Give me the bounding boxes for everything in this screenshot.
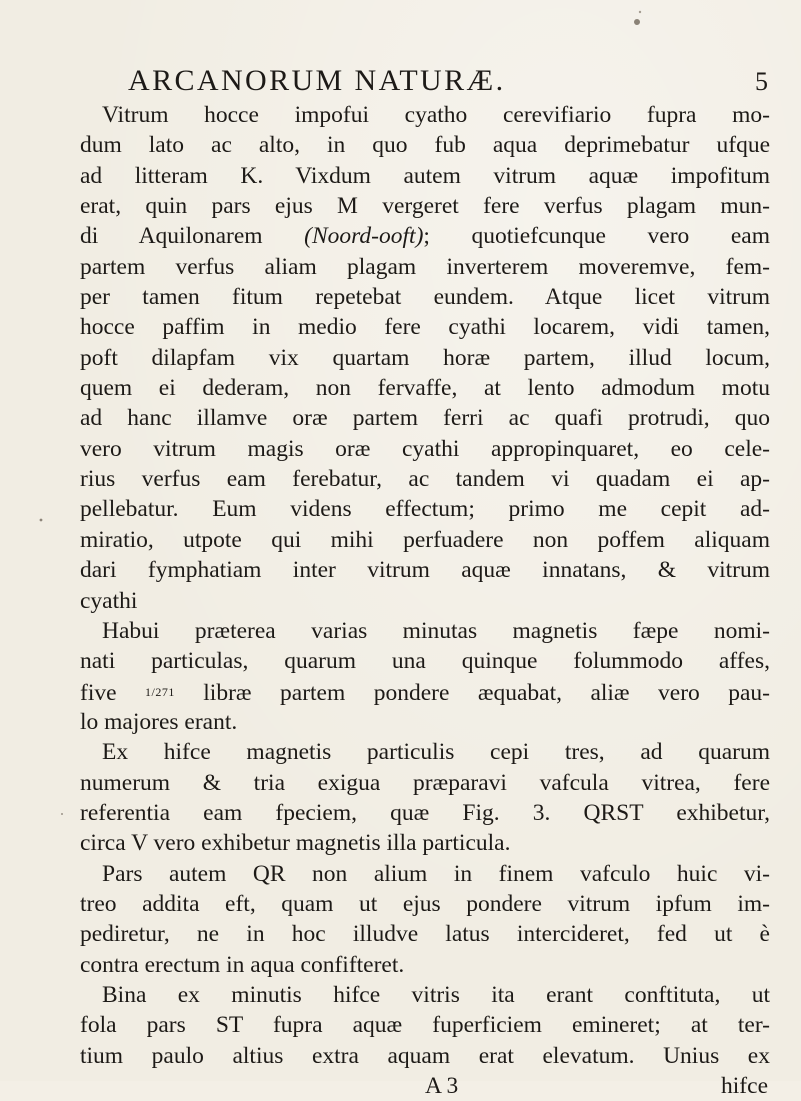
text-line <box>80 403 770 433</box>
text-line <box>80 343 770 373</box>
line-text: ; quotiefcunque vero eam <box>423 223 770 250</box>
text-line <box>80 373 770 403</box>
text-line <box>80 768 770 798</box>
text-line <box>80 555 770 585</box>
ink-speck <box>40 519 43 522</box>
line-text: ad hanc illamve oræ partem ferri ac quafi protrudi, quo <box>80 405 770 432</box>
catchword: hifce <box>721 1073 768 1099</box>
text-line <box>80 737 770 767</box>
line-text: treo addita eft, quam ut ejus pondere vitrum ipfum im- <box>80 890 770 917</box>
line-text: rius verfus eam ferebatur, ac tandem vi quadam ei ap- <box>80 466 770 493</box>
line-text: nati particulas, quarum una quinque folummodo affes, <box>80 648 770 675</box>
line-text: dum lato ac alto, in quo fub aqua deprimebatur ufque <box>80 132 770 159</box>
line-text: hocce paffim in medio fere cyathi locarem, vidi tamen, <box>80 314 770 341</box>
text-line <box>80 950 770 980</box>
line-text: miratio, utpote qui mihi perfuadere non poffem aliquam <box>80 526 770 553</box>
line-text: poft dilapfam vix quartam horæ partem, illud locum, <box>80 344 770 371</box>
line-text: Bina ex minutis hifce vitris ita erant conftituta, ut <box>102 981 770 1008</box>
line-text: contra erectum in aqua confifteret. <box>80 951 405 978</box>
text-line <box>80 434 770 464</box>
line-text: partem verfus aliam plagam inverterem moveremve, fem- <box>80 253 770 280</box>
page-footer <box>80 1071 770 1101</box>
line-text: pediretur, ne in hoc illudve latus intercideret, fed ut è <box>80 921 770 948</box>
line-text: cyathi <box>80 587 138 614</box>
line-text: Pars autem QR non alium in finem vafculo huic vi- <box>102 860 770 887</box>
text-line <box>80 707 770 737</box>
line-text: per tamen fitum repetebat eundem. Atque licet vitrum <box>80 284 770 311</box>
line-text: vero vitrum magis oræ cyathi appropinquaret, eo cele- <box>80 435 770 462</box>
line-text: circa V vero exhibetur magnetis illa particula. <box>80 830 511 857</box>
line-text: libræ partem pondere æquabat, aliæ vero pau- <box>174 679 770 706</box>
ink-speck <box>61 813 63 815</box>
text-line <box>80 919 770 949</box>
text-line <box>80 464 770 494</box>
text-line <box>80 616 770 646</box>
text-line <box>80 980 770 1010</box>
line-text: Ex hifce magnetis particulis cepi tres, ad quarum <box>102 739 770 766</box>
page-number: 5 <box>755 67 768 96</box>
line-text: erat, quin pars ejus M vergeret fere verfus plagam mun- <box>80 193 770 220</box>
line-text: fola pars ST fupra aquæ fuperficiem emineret; at ter- <box>80 1012 770 1039</box>
text-line <box>80 494 770 524</box>
running-head: ARCANORUM NATURÆ. <box>128 64 506 97</box>
text-line <box>80 889 770 919</box>
line-text: pellebatur. Eum videns effectum; primo me cepit ad- <box>80 496 770 523</box>
line-text: quem ei dederam, non fervaffe, at lento admodum motu <box>80 375 770 402</box>
text-line <box>80 312 770 342</box>
line-text: referentia eam fpeciem, quæ Fig. 3. QRST exhibetur, <box>80 799 770 826</box>
line-text: tium paulo altius extra aquam erat elevatum. Unius ex <box>80 1042 770 1069</box>
text-line <box>80 191 770 221</box>
body-text <box>80 100 770 1101</box>
ink-speck <box>639 11 641 13</box>
line-text: ad litteram K. Vixdum autem vitrum aquæ impofitum <box>80 162 770 189</box>
text-line <box>80 1010 770 1040</box>
line-text: numerum & tria exigua præparavi vafcula vitrea, fere <box>80 769 770 796</box>
text-line <box>80 646 770 676</box>
text-line <box>80 221 770 251</box>
text-line <box>80 677 770 707</box>
text-line <box>80 586 770 616</box>
ink-speck <box>634 19 640 25</box>
text-line <box>80 130 770 160</box>
text-line <box>80 252 770 282</box>
text-line <box>80 1041 770 1071</box>
text-line <box>80 525 770 555</box>
text-line <box>80 282 770 312</box>
text-line <box>80 161 770 191</box>
line-text: dari fymphatiam inter vitrum aquæ innatans, & vitrum <box>80 557 770 584</box>
text-line <box>80 828 770 858</box>
line-text: Vitrum hocce impofui cyatho cerevifiario fupra mo- <box>102 102 770 128</box>
page-header <box>128 64 768 104</box>
text-line <box>80 798 770 828</box>
fraction: 1/271 <box>144 684 175 699</box>
signature-mark: A 3 <box>425 1073 459 1099</box>
line-text: Habui præterea varias minutas magnetis fæpe nomi- <box>102 617 770 644</box>
line-text: di Aquilonarem <box>80 223 305 250</box>
text-line <box>80 859 770 889</box>
text-line <box>80 100 770 130</box>
italic-term: (Noord-ooft) <box>304 223 424 250</box>
line-text: lo majores erant. <box>80 708 238 735</box>
line-text: five <box>80 679 145 706</box>
